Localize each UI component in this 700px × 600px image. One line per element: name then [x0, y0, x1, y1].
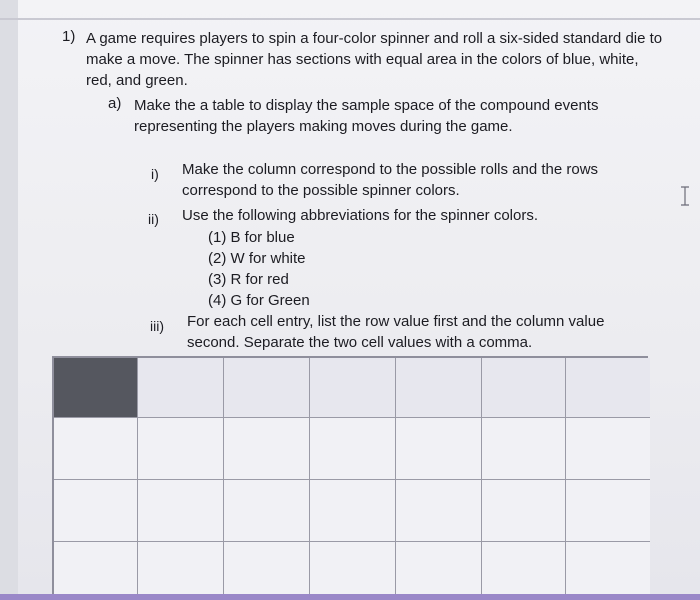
table-cell[interactable]: [310, 542, 396, 598]
part-a-text: Make the a table to display the sample space of the compound events representing the players making moves during the game.: [134, 97, 599, 135]
sample-space-table: [52, 356, 648, 596]
table-cell[interactable]: [482, 418, 566, 480]
sub-item-ii-text: Use the following abbreviations for the spinner colors.: [182, 207, 539, 224]
table-cell[interactable]: [396, 480, 482, 542]
table-cell[interactable]: [566, 480, 650, 542]
sub-item-i-text: Make the column correspond to the possible rolls and the rows correspond to the possible spinner colors.: [182, 161, 599, 199]
table-cell[interactable]: [310, 480, 396, 542]
table-cell[interactable]: [566, 542, 650, 598]
question-text: A game requires players to spin a four-color spinner and roll a six-sided standard die to make a move. The spinner has sections with equal area in the colors of blue, white, red, and green.: [86, 30, 663, 89]
table-cell[interactable]: [138, 542, 224, 598]
abbreviation-red: (3) R for red: [208, 271, 289, 288]
sub-item-i-label: i): [151, 166, 159, 182]
table-cell[interactable]: [566, 358, 650, 418]
text-cursor-icon: [680, 186, 690, 206]
question-number: 1): [62, 28, 76, 45]
table-cell[interactable]: [310, 358, 396, 418]
bottom-edge: [0, 594, 700, 600]
sub-item-iii-text: For each cell entry, list the row value first and the column value second. Separate the two cell values with a comma.: [187, 313, 605, 351]
table-cell[interactable]: [396, 542, 482, 598]
table-cell[interactable]: [54, 542, 138, 598]
sub-item-iii-label: iii): [150, 318, 164, 334]
table-cell[interactable]: [310, 418, 396, 480]
table-cell[interactable]: [396, 418, 482, 480]
top-divider: [0, 18, 700, 20]
table-cell[interactable]: [224, 480, 310, 542]
table-cell[interactable]: [138, 358, 224, 418]
table-corner-cell[interactable]: [54, 358, 138, 418]
table-cell[interactable]: [396, 358, 482, 418]
table-cell[interactable]: [138, 480, 224, 542]
table-cell[interactable]: [138, 418, 224, 480]
table-cell[interactable]: [224, 542, 310, 598]
abbreviation-blue: (1) B for blue: [208, 229, 295, 246]
table-cell[interactable]: [482, 480, 566, 542]
table-cell[interactable]: [566, 418, 650, 480]
table-cell[interactable]: [224, 358, 310, 418]
table-cell[interactable]: [482, 542, 566, 598]
table-cell[interactable]: [224, 418, 310, 480]
abbreviation-white: (2) W for white: [208, 250, 306, 267]
abbreviation-green: (4) G for Green: [208, 292, 310, 309]
sub-item-ii-label: ii): [148, 211, 159, 227]
table-cell[interactable]: [54, 480, 138, 542]
table-cell[interactable]: [482, 358, 566, 418]
part-a-label: a): [108, 95, 122, 112]
table-cell[interactable]: [54, 418, 138, 480]
